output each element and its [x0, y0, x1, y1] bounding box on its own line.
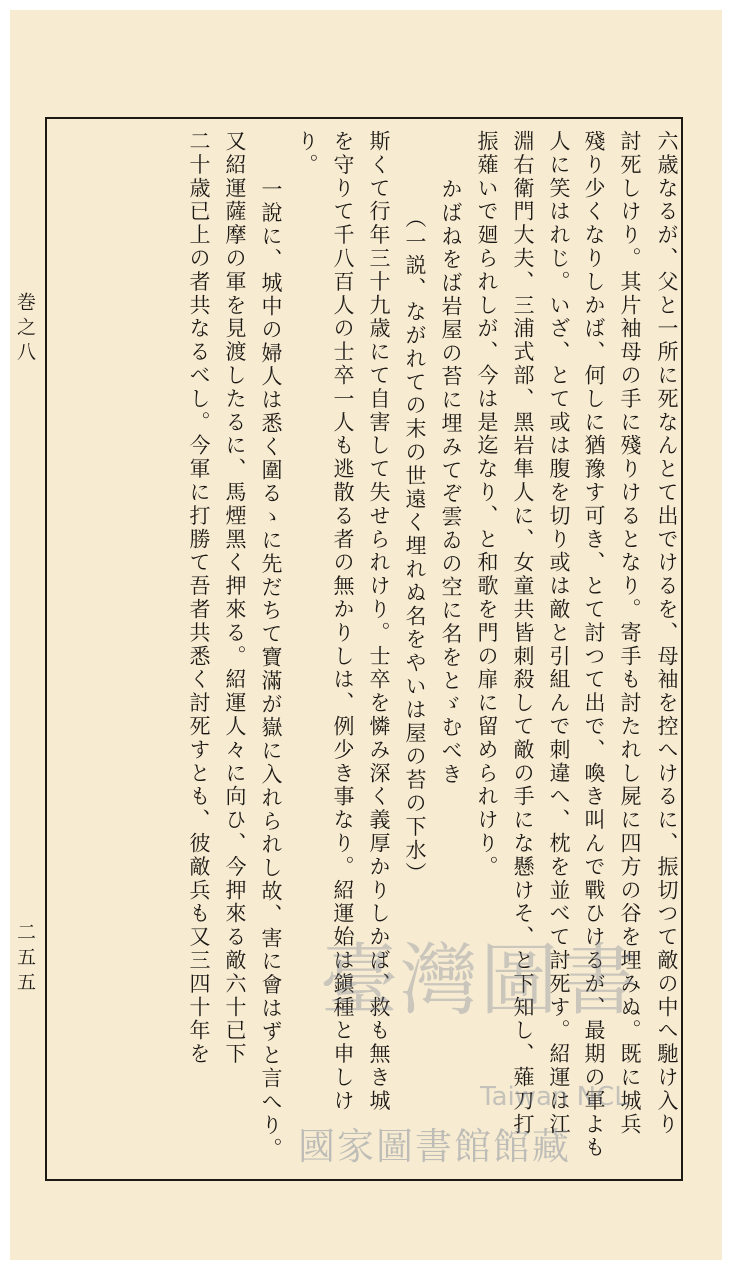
- text-column: 討死しけり。其片袖母の手に殘りけるとなり。寄手も討たれし屍に四方の谷を埋みぬ。既に城兵: [618, 130, 642, 1137]
- text-column: 淵右衛門大夫、三浦式部、黑岩隼人に、女童共皆刺殺して敵の手にな懸けそ、と下知し、薙刀打: [511, 130, 535, 1137]
- library-watermark: 臺灣圖書: [320, 936, 641, 1026]
- text-column: 二十歳已上の者共なるべし。今軍に打勝て吾者共悉く討死すとも、彼敵兵も又三四十年を: [187, 130, 211, 1066]
- text-column: を守りて千八百人の士卒一人も逃散る者の無かりしは、例少き事なり。紹運始は鎭種と申しけ: [331, 130, 355, 1113]
- poem-variant-note: （一説、ながれての末の世遠く埋れぬ名をやいは屋の苔の下水）: [403, 207, 427, 886]
- library-watermark-english: Taiwan NCL: [480, 1082, 629, 1112]
- library-watermark-collection: 國家圖書館館藏: [298, 1125, 571, 1168]
- text-column: り。: [295, 130, 319, 177]
- volume-label: 巻之八: [14, 292, 36, 367]
- text-column: 一說に、城中の婦人は悉く圍るゝに先だちて寶滿が嶽に入れられし故、害に會はずと言へり。: [259, 178, 283, 1161]
- text-column: 振薙いで廻られしが、今は是迄なり、と和歌を門の扉に留められけり。: [475, 130, 499, 879]
- book-page: [10, 10, 722, 1260]
- text-column: 殘り少くなりしかば、何しに猶豫す可き、とて討つて出で、喚き叫んで戰ひけるが、最期の軍よも: [582, 130, 606, 1160]
- text-column: 人に笑はれじ。いざ、とて或は腹を切り或は敵と引組んで刺違へ、枕を並べて討死す。紹運は江: [547, 130, 571, 1137]
- page-number: 二五五: [14, 922, 36, 997]
- text-column: 斯くて行年三十九歳にて自害して失せられけり。士卒を憐み深く義厚かりしかば、救も無き城: [367, 130, 391, 1113]
- text-column: 六歳なるが、父と一所に死なんとて出でけるを、母袖を控へけるに、振切つて敵の中へ馳け入り: [655, 130, 679, 1137]
- text-column: 又紹運薩摩の軍を見渡したるに、馬煙黑く押來る。紹運人々に向ひ、今押來る敵六十已下: [223, 130, 247, 1066]
- poem-line: かばねをば岩屋の苔に埋みてぞ雲ゐの空に名をとゞむべき: [439, 178, 463, 787]
